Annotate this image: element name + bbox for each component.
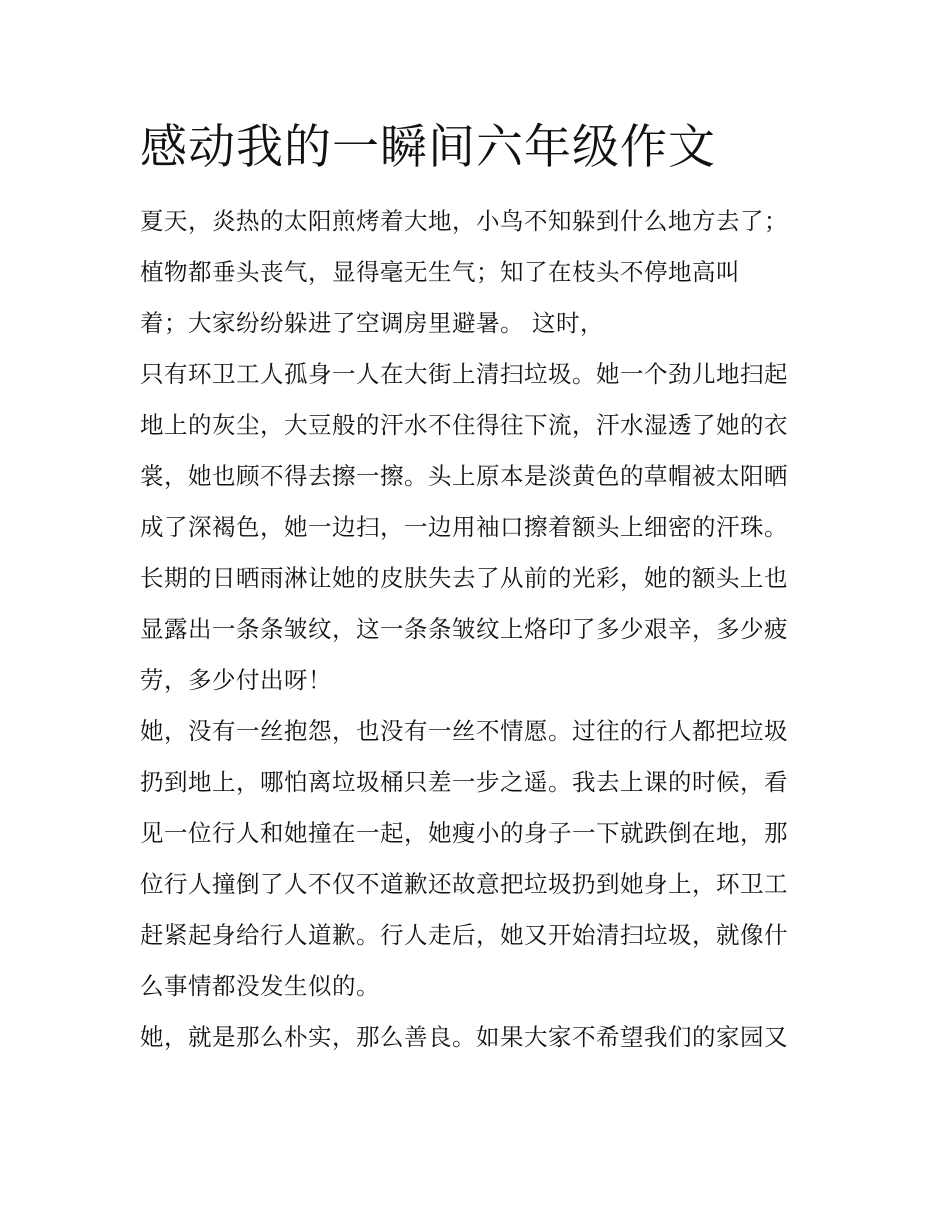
page-title: 感动我的一瞬间六年级作文 <box>140 120 716 175</box>
text-line: 劳，多少付出呀！ <box>140 666 332 694</box>
text-line: 见一位行人和她撞在一起，她瘦小的身子一下就跌倒在地，那 <box>140 819 788 847</box>
text-line: 着；大家纷纷躲进了空调房里避暑。 这时， <box>140 309 604 337</box>
text-line: 夏天，炎热的太阳煎烤着大地，小鸟不知躲到什么地方去了； <box>140 207 788 235</box>
text-line: 植物都垂头丧气，显得毫无生气；知了在枝头不停地高叫 <box>140 258 740 286</box>
text-line: 成了深褐色，她一边扫，一边用袖口擦着额头上细密的汗珠。 <box>140 513 788 541</box>
text-line: 显露出一条条皱纹，这一条条皱纹上烙印了多少艰辛，多少疲 <box>140 615 788 643</box>
text-line: 扔到地上，哪怕离垃圾桶只差一步之遥。我去上课的时候，看 <box>140 768 788 796</box>
text-line: 长期的日晒雨淋让她的皮肤失去了从前的光彩，她的额头上也 <box>140 564 788 592</box>
text-line: 她，就是那么朴实，那么善良。如果大家不希望我们的家园又 <box>140 1023 788 1051</box>
text-line: 么事情都没发生似的。 <box>140 972 380 1000</box>
text-line: 只有环卫工人孤身一人在大街上清扫垃圾。她一个劲儿地扫起 <box>140 360 788 388</box>
text-line: 赶紧起身给行人道歉。行人走后，她又开始清扫垃圾，就像什 <box>140 921 788 949</box>
text-line: 她，没有一丝抱怨，也没有一丝不情愿。过往的行人都把垃圾 <box>140 717 788 745</box>
text-line: 位行人撞倒了人不仅不道歉还故意把垃圾扔到她身上，环卫工 <box>140 870 788 898</box>
essay-body <box>140 196 820 1063</box>
text-line: 地上的灰尘，大豆般的汗水不住得往下流，汗水湿透了她的衣 <box>140 411 788 439</box>
text-line: 裳，她也顾不得去擦一擦。头上原本是淡黄色的草帽被太阳晒 <box>140 462 788 490</box>
